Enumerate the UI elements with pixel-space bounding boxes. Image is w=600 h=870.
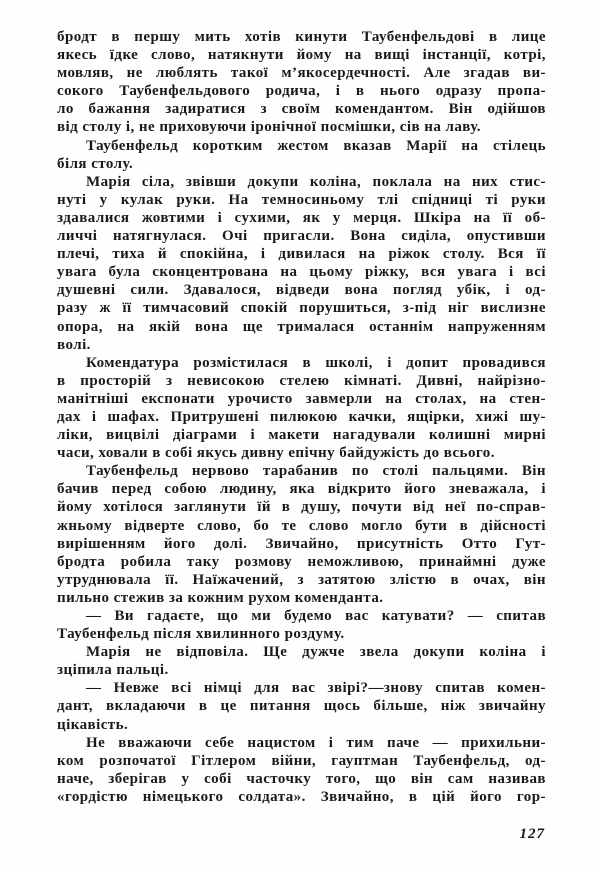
- page-number: 127: [519, 826, 545, 842]
- text-line: Марія не відповіла. Ще дужче звела докупи коліна і: [86, 644, 546, 661]
- text-line: нуті у кулак руки. На темносиньому тлі спідниці ті руки: [57, 191, 546, 208]
- text-line: увага була сконцентрована на цьому ріжку, вся увага і всі: [57, 264, 546, 281]
- text-line: від столу і, не приховуючи іронічної посмішки, сів на лаву.: [57, 119, 481, 136]
- text-line: Не вважаючи себе нацистом і тим паче — прихильни-: [86, 734, 546, 751]
- text-line: в просторій з невисокою стелею кімнаті. Дивні, найрізно-: [57, 372, 546, 389]
- text-line: разу ж її тимчасовий спокій порушиться, з-під ніг вислизне: [57, 300, 546, 317]
- text-line: біля столу.: [57, 155, 134, 172]
- text-line: опора, на якій вона ще трималася останнім напруженням: [57, 318, 546, 335]
- text-line: пильно стежив за кожним рухом коменданта.: [57, 589, 384, 606]
- text-line: Комендатура розмістилася в школі, і допит провадився: [86, 354, 546, 371]
- text-line: йому хотілося заглянути їй в душу, почути від неї по-справ-: [57, 499, 546, 516]
- text-line: цікавість.: [57, 716, 129, 733]
- text-line: волі.: [57, 336, 91, 353]
- paragraph: [57, 354, 546, 463]
- text-line: бачив перед собою людину, яка відкрито його зневажала, і: [57, 481, 546, 498]
- text-line: часи, ховали в собі якусь дивну епічну байдужість до всього.: [57, 445, 495, 462]
- text-line: Таубенфельд коротким жестом вказав Марії на стілець: [86, 137, 546, 154]
- text-line: душевні сили. Здавалося, відведи вона погляд убік, і од-: [57, 282, 546, 299]
- text-line: Таубенфельд після хвилинного роздуму.: [57, 626, 345, 643]
- text-line: бродта робила таку розмову неможливою, принаймні дуже: [57, 553, 546, 570]
- paragraph: [57, 28, 546, 137]
- text-line: ком розпочатої Гітлером війни, гауптман Таубенфельд, од-: [57, 752, 546, 769]
- text-line: жньому відверте слово, бо те слово могло бути в дійсності: [57, 517, 546, 534]
- text-line: дант, вкладаючи в це питання щось більше, ніж звичайну: [57, 698, 546, 715]
- text-line: здавалися жовтими і сухими, як у мерця. Шкіра на її об-: [57, 209, 546, 226]
- paragraph: [57, 137, 546, 173]
- text-line: Таубенфельд нервово тарабанив по столі пальцями. Він: [86, 463, 546, 480]
- text-line: якесь їдке слово, натякнути йому на вищі інстанції, котрі,: [57, 47, 546, 64]
- text-line: «гордістю німецького солдата». Звичайно, в цій його гор-: [57, 788, 546, 805]
- paragraph: [57, 734, 546, 806]
- text-line: вирішенням його долі. Звичайно, присутність Отто Гут-: [57, 535, 546, 552]
- text-line: мовляв, не люблять такої м’якосердечності. Але згадав ви-: [57, 65, 546, 82]
- paragraph: [57, 173, 546, 354]
- text-line: личчі натягнулася. Очі пригасли. Вона сиділа, опустивши: [57, 228, 546, 245]
- text-line: — Невже всі німці для вас звірі?—знову спитав комен-: [86, 680, 546, 697]
- text-line: ліки, вицвілі діаграми і макети нагадували колишні мирні: [57, 427, 546, 444]
- text-line: Марія сіла, звівши докупи коліна, поклала на них стис-: [86, 173, 546, 190]
- text-line: ло бажання задиратися з своїм комендантом. Він одійшов: [57, 101, 546, 118]
- text-block: [57, 28, 546, 806]
- text-line: зціпила пальці.: [57, 662, 169, 679]
- text-line: сокого Таубенфельдового родича, і в нього одразу пропа-: [57, 83, 546, 100]
- text-line: утруднювала її. Наїжачений, з затятою злістю в очах, він: [57, 571, 546, 588]
- paragraph: [57, 679, 546, 733]
- text-line: наче, зберігав у собі часточку того, що він сам називав: [57, 770, 546, 787]
- text-line: — Ви гадаєте, що ми будемо вас катувати? — спитав: [86, 608, 546, 624]
- text-line: манітніші експонати урочисто завмерли на столах, на стен-: [57, 390, 546, 407]
- paragraph: [57, 607, 546, 643]
- text-line: бродт в першу мить хотів кинути Таубенфельдові в лице: [57, 29, 546, 45]
- text-line: плечі, тиха й спокійна, і дивилася на ріжок столу. Вся її: [57, 246, 546, 263]
- text-line: дах і шафах. Притрушені пилюкою качки, ящірки, хижі шу-: [57, 408, 546, 425]
- paragraph: [57, 462, 546, 607]
- paragraph: [57, 643, 546, 679]
